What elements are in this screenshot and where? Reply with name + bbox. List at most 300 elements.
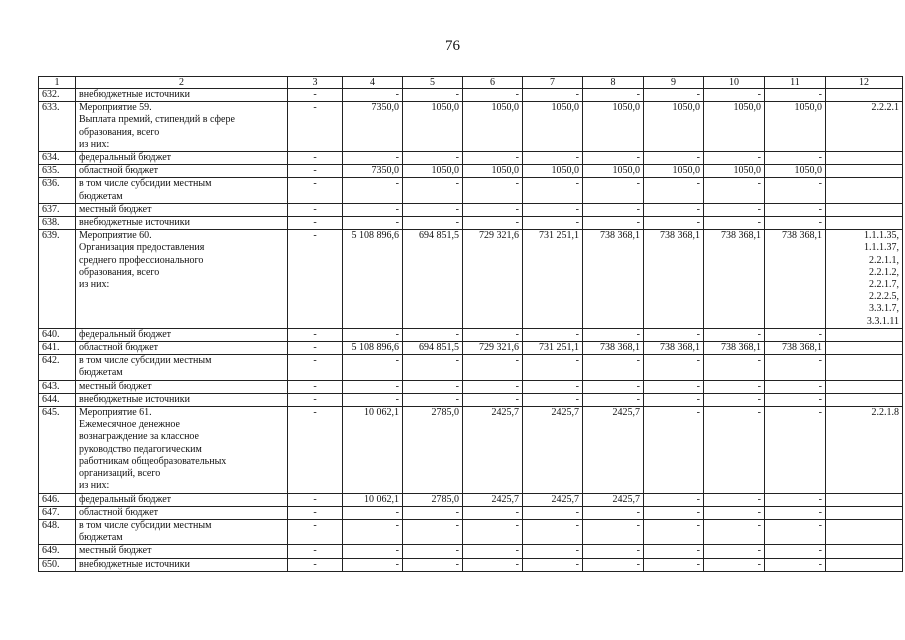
row-number: 640. xyxy=(39,328,76,341)
cell-value: 738 368,1 xyxy=(704,230,765,329)
cell-value: - xyxy=(463,506,523,519)
cell-value: - xyxy=(463,558,523,571)
cell-value: - xyxy=(463,203,523,216)
cell-value: - xyxy=(583,152,644,165)
cell-value: - xyxy=(523,355,583,380)
cell-value: 694 851,5 xyxy=(403,230,463,329)
cell-value: - xyxy=(644,380,704,393)
cell-col-3: - xyxy=(288,407,343,493)
cell-value: - xyxy=(523,506,583,519)
cell-value: - xyxy=(343,328,403,341)
row-number: 647. xyxy=(39,506,76,519)
cell-value: - xyxy=(523,217,583,230)
column-header: 7 xyxy=(523,77,583,89)
cell-value: - xyxy=(583,558,644,571)
row-name-line: местный бюджет xyxy=(79,380,152,392)
cell-value: - xyxy=(644,203,704,216)
indicator-code-line: 1.1.1.35, xyxy=(864,230,899,242)
indicator-code xyxy=(826,89,903,102)
row-number: 648. xyxy=(39,519,76,544)
indicator-code-line: 1.1.1.37, xyxy=(864,242,899,254)
cell-value: - xyxy=(403,152,463,165)
cell-col-3: - xyxy=(288,203,343,216)
cell-value: 729 321,6 xyxy=(463,230,523,329)
indicator-code-line: 3.3.1.11 xyxy=(866,315,899,327)
cell-value: - xyxy=(463,89,523,102)
indicator-code xyxy=(826,102,903,152)
table-row xyxy=(39,407,903,493)
cell-col-3: - xyxy=(288,393,343,406)
cell-value: - xyxy=(523,380,583,393)
cell-value: 738 368,1 xyxy=(583,230,644,329)
cell-value: - xyxy=(403,355,463,380)
cell-value: - xyxy=(644,355,704,380)
cell-value: - xyxy=(704,355,765,380)
indicator-code-line: 2.2.2.1 xyxy=(871,102,899,114)
cell-value: - xyxy=(644,506,704,519)
cell-value: - xyxy=(765,355,826,380)
cell-value: - xyxy=(704,493,765,506)
cell-value: - xyxy=(403,506,463,519)
cell-value: 1050,0 xyxy=(704,102,765,152)
row-number: 632. xyxy=(39,89,76,102)
table-row xyxy=(39,230,903,329)
cell-value: - xyxy=(704,380,765,393)
cell-value: - xyxy=(765,89,826,102)
cell-value: - xyxy=(583,328,644,341)
cell-value: - xyxy=(765,217,826,230)
row-name xyxy=(76,545,288,558)
indicator-code xyxy=(826,545,903,558)
row-name-line: в том числе субсидии местным xyxy=(79,519,212,531)
indicator-code-line: 2.2.2.5, xyxy=(869,291,899,303)
row-name-line: образования, всего xyxy=(79,266,160,278)
row-name-line: бюджетам xyxy=(79,190,123,202)
table-row xyxy=(39,102,903,152)
cell-value: 2425,7 xyxy=(463,407,523,493)
row-name xyxy=(76,519,288,544)
table-row xyxy=(39,558,903,571)
row-name-line: федеральный бюджет xyxy=(79,328,172,340)
row-number: 644. xyxy=(39,393,76,406)
table-row xyxy=(39,493,903,506)
cell-value: - xyxy=(583,217,644,230)
indicator-code xyxy=(826,165,903,178)
cell-value: - xyxy=(644,152,704,165)
cell-value: - xyxy=(765,380,826,393)
table-row xyxy=(39,519,903,544)
cell-value: - xyxy=(343,152,403,165)
row-number: 641. xyxy=(39,342,76,355)
cell-value: - xyxy=(583,545,644,558)
column-header: 2 xyxy=(76,77,288,89)
page-number: 76 xyxy=(445,38,460,54)
cell-col-3: - xyxy=(288,355,343,380)
indicator-code-line: 2.2.1.7, xyxy=(869,279,899,291)
cell-value: - xyxy=(343,178,403,203)
cell-value: - xyxy=(704,545,765,558)
table-row xyxy=(39,89,903,102)
cell-value: - xyxy=(343,558,403,571)
cell-value: - xyxy=(644,493,704,506)
row-name-line: областной бюджет xyxy=(79,506,159,518)
table-header-row xyxy=(39,77,903,89)
cell-value: 738 368,1 xyxy=(644,342,704,355)
row-name xyxy=(76,355,288,380)
cell-value: - xyxy=(403,328,463,341)
cell-value: 1050,0 xyxy=(463,165,523,178)
cell-value: 7350,0 xyxy=(343,165,403,178)
cell-value: 5 108 896,6 xyxy=(343,230,403,329)
cell-col-3: - xyxy=(288,506,343,519)
cell-value: 2425,7 xyxy=(583,493,644,506)
cell-value: - xyxy=(523,393,583,406)
table-row xyxy=(39,165,903,178)
row-name-line: среднего профессионального xyxy=(79,254,204,266)
cell-value: - xyxy=(523,89,583,102)
cell-value: - xyxy=(403,203,463,216)
cell-value: - xyxy=(523,178,583,203)
indicator-code-line: 2.2.1.8 xyxy=(871,407,899,419)
row-number: 639. xyxy=(39,230,76,329)
cell-value: - xyxy=(644,545,704,558)
cell-value: - xyxy=(343,89,403,102)
cell-value: 738 368,1 xyxy=(765,230,826,329)
cell-value: 1050,0 xyxy=(583,102,644,152)
cell-value: - xyxy=(523,545,583,558)
indicator-code xyxy=(826,203,903,216)
cell-value: - xyxy=(343,380,403,393)
cell-value: - xyxy=(343,393,403,406)
row-name-line: в том числе субсидии местным xyxy=(79,355,212,367)
column-header: 1 xyxy=(39,77,76,89)
column-header: 10 xyxy=(704,77,765,89)
cell-value: - xyxy=(583,89,644,102)
cell-col-3: - xyxy=(288,493,343,506)
row-name-line: руководство педагогическим xyxy=(79,443,202,455)
cell-value: - xyxy=(403,558,463,571)
row-name xyxy=(76,217,288,230)
cell-value: - xyxy=(403,217,463,230)
indicator-code xyxy=(826,152,903,165)
indicator-code xyxy=(826,217,903,230)
row-name xyxy=(76,328,288,341)
cell-value: - xyxy=(583,203,644,216)
cell-value: 1050,0 xyxy=(583,165,644,178)
cell-col-3: - xyxy=(288,558,343,571)
indicator-code-line: 2.2.1.2, xyxy=(869,266,899,278)
cell-value: 1050,0 xyxy=(644,165,704,178)
row-name xyxy=(76,393,288,406)
cell-value: - xyxy=(403,178,463,203)
row-number: 645. xyxy=(39,407,76,493)
cell-value: - xyxy=(704,393,765,406)
row-name-line: местный бюджет xyxy=(79,203,152,215)
cell-value: 1050,0 xyxy=(644,102,704,152)
cell-value: - xyxy=(765,152,826,165)
cell-value: - xyxy=(403,545,463,558)
cell-value: - xyxy=(463,217,523,230)
row-number: 637. xyxy=(39,203,76,216)
row-number: 634. xyxy=(39,152,76,165)
indicator-code xyxy=(826,230,903,329)
row-name xyxy=(76,102,288,152)
table-row xyxy=(39,342,903,355)
cell-value: - xyxy=(765,545,826,558)
cell-value: - xyxy=(704,519,765,544)
cell-value: 731 251,1 xyxy=(523,342,583,355)
row-name-line: работникам общеобразовательных xyxy=(79,455,227,467)
cell-value: - xyxy=(765,203,826,216)
row-name xyxy=(76,165,288,178)
cell-value: - xyxy=(463,328,523,341)
cell-value: 694 851,5 xyxy=(403,342,463,355)
cell-col-3: - xyxy=(288,165,343,178)
cell-value: - xyxy=(644,217,704,230)
cell-value: 10 062,1 xyxy=(343,493,403,506)
cell-value: 1050,0 xyxy=(523,165,583,178)
row-name-line: местный бюджет xyxy=(79,545,152,557)
row-name xyxy=(76,506,288,519)
row-name xyxy=(76,178,288,203)
cell-value: - xyxy=(765,519,826,544)
cell-col-3: - xyxy=(288,178,343,203)
cell-value: 7350,0 xyxy=(343,102,403,152)
table-row xyxy=(39,355,903,380)
cell-value: - xyxy=(704,178,765,203)
column-header: 8 xyxy=(583,77,644,89)
cell-value: - xyxy=(765,328,826,341)
cell-value: 1050,0 xyxy=(704,165,765,178)
cell-value: 10 062,1 xyxy=(343,407,403,493)
table-row xyxy=(39,506,903,519)
row-name-line: Мероприятие 60. xyxy=(79,230,152,242)
cell-value: 738 368,1 xyxy=(765,342,826,355)
row-number: 650. xyxy=(39,558,76,571)
row-number: 636. xyxy=(39,178,76,203)
row-name xyxy=(76,493,288,506)
cell-value: - xyxy=(463,393,523,406)
row-name-line: областной бюджет xyxy=(79,165,159,177)
row-name-line: федеральный бюджет xyxy=(79,493,172,505)
table-row xyxy=(39,217,903,230)
cell-value: - xyxy=(463,380,523,393)
row-name xyxy=(76,380,288,393)
cell-value: - xyxy=(765,558,826,571)
cell-value: - xyxy=(644,328,704,341)
cell-value: - xyxy=(765,393,826,406)
row-name-line: из них: xyxy=(79,138,110,150)
cell-value: - xyxy=(583,506,644,519)
cell-value: - xyxy=(523,152,583,165)
table-row xyxy=(39,178,903,203)
cell-value: - xyxy=(644,558,704,571)
row-name xyxy=(76,203,288,216)
cell-value: - xyxy=(523,328,583,341)
cell-col-3: - xyxy=(288,328,343,341)
cell-value: 1050,0 xyxy=(403,165,463,178)
cell-value: - xyxy=(403,380,463,393)
cell-value: - xyxy=(765,493,826,506)
row-name-line: внебюджетные источники xyxy=(79,89,190,100)
cell-value: - xyxy=(644,89,704,102)
cell-value: 1050,0 xyxy=(523,102,583,152)
indicator-code xyxy=(826,506,903,519)
row-name-line: Организация предоставления xyxy=(79,242,205,254)
row-name xyxy=(76,558,288,571)
row-name-line: Выплата премий, стипендий в сфере xyxy=(79,114,235,126)
cell-value: 2425,7 xyxy=(583,407,644,493)
cell-value: - xyxy=(403,89,463,102)
row-number: 633. xyxy=(39,102,76,152)
indicator-code xyxy=(826,342,903,355)
cell-value: - xyxy=(644,519,704,544)
row-name-line: бюджетам xyxy=(79,532,123,544)
row-name xyxy=(76,89,288,102)
row-number: 649. xyxy=(39,545,76,558)
row-number: 635. xyxy=(39,165,76,178)
cell-value: - xyxy=(403,519,463,544)
indicator-code xyxy=(826,355,903,380)
cell-value: - xyxy=(523,203,583,216)
cell-value: - xyxy=(403,393,463,406)
cell-value: - xyxy=(704,328,765,341)
cell-value: 1050,0 xyxy=(765,165,826,178)
cell-value: 2425,7 xyxy=(463,493,523,506)
row-name-line: областной бюджет xyxy=(79,342,159,354)
cell-value: - xyxy=(583,178,644,203)
row-name-line: из них: xyxy=(79,480,110,492)
cell-value: - xyxy=(343,519,403,544)
cell-value: - xyxy=(343,217,403,230)
indicator-code xyxy=(826,493,903,506)
cell-col-3: - xyxy=(288,230,343,329)
cell-value: - xyxy=(583,519,644,544)
cell-col-3: - xyxy=(288,217,343,230)
row-name-line: федеральный бюджет xyxy=(79,152,172,164)
row-name-line: бюджетам xyxy=(79,367,123,379)
cell-value: 738 368,1 xyxy=(644,230,704,329)
table-row xyxy=(39,380,903,393)
cell-value: - xyxy=(765,506,826,519)
cell-value: 5 108 896,6 xyxy=(343,342,403,355)
table-row xyxy=(39,393,903,406)
cell-col-3: - xyxy=(288,89,343,102)
row-name-line: вознаграждение за классное xyxy=(79,431,199,443)
cell-value: - xyxy=(704,89,765,102)
cell-value: 1050,0 xyxy=(765,102,826,152)
indicator-code xyxy=(826,558,903,571)
row-name-line: Ежемесячное денежное xyxy=(79,419,180,431)
indicator-code xyxy=(826,407,903,493)
column-header: 12 xyxy=(826,77,903,89)
column-header: 3 xyxy=(288,77,343,89)
cell-value: - xyxy=(523,519,583,544)
cell-value: - xyxy=(583,393,644,406)
indicator-code xyxy=(826,178,903,203)
column-header: 5 xyxy=(403,77,463,89)
cell-value: 2785,0 xyxy=(403,407,463,493)
row-number: 643. xyxy=(39,380,76,393)
cell-value: - xyxy=(463,152,523,165)
cell-value: 731 251,1 xyxy=(523,230,583,329)
cell-value: - xyxy=(704,217,765,230)
cell-value: - xyxy=(343,545,403,558)
cell-col-3: - xyxy=(288,342,343,355)
cell-value: - xyxy=(463,355,523,380)
cell-col-3: - xyxy=(288,152,343,165)
indicator-code xyxy=(826,393,903,406)
cell-value: 738 368,1 xyxy=(583,342,644,355)
cell-value: - xyxy=(583,355,644,380)
row-name-line: образования, всего xyxy=(79,126,160,138)
table-row xyxy=(39,545,903,558)
cell-value: 2425,7 xyxy=(523,493,583,506)
row-number: 646. xyxy=(39,493,76,506)
indicator-code-line: 3.3.1.7, xyxy=(869,303,899,315)
cell-value: - xyxy=(463,545,523,558)
table-row xyxy=(39,203,903,216)
row-name-line: Мероприятие 59. xyxy=(79,102,152,114)
column-header: 11 xyxy=(765,77,826,89)
cell-col-3: - xyxy=(288,380,343,393)
cell-value: - xyxy=(343,506,403,519)
row-name xyxy=(76,152,288,165)
row-name-line: внебюджетные источники xyxy=(79,558,190,570)
row-name-line: организаций, всего xyxy=(79,468,161,480)
cell-value: - xyxy=(765,407,826,493)
indicator-code-line: 2.2.1.1, xyxy=(869,254,899,266)
cell-value: - xyxy=(644,407,704,493)
cell-value: - xyxy=(583,380,644,393)
cell-value: - xyxy=(463,178,523,203)
cell-value: 729 321,6 xyxy=(463,342,523,355)
row-name xyxy=(76,342,288,355)
table-row xyxy=(39,328,903,341)
column-header: 9 xyxy=(644,77,704,89)
cell-value: - xyxy=(523,558,583,571)
table-body xyxy=(39,89,903,572)
row-name-line: внебюджетные источники xyxy=(79,217,190,229)
cell-value: 1050,0 xyxy=(403,102,463,152)
cell-value: - xyxy=(704,152,765,165)
budget-table xyxy=(38,76,903,572)
cell-value: - xyxy=(704,558,765,571)
column-header: 6 xyxy=(463,77,523,89)
row-number: 642. xyxy=(39,355,76,380)
cell-value: - xyxy=(343,203,403,216)
cell-value: - xyxy=(704,407,765,493)
table-row xyxy=(39,152,903,165)
indicator-code xyxy=(826,380,903,393)
cell-value: - xyxy=(463,519,523,544)
cell-value: - xyxy=(343,355,403,380)
row-name-line: внебюджетные источники xyxy=(79,393,190,405)
cell-value: - xyxy=(644,178,704,203)
cell-value: - xyxy=(765,178,826,203)
cell-value: - xyxy=(704,506,765,519)
column-header: 4 xyxy=(343,77,403,89)
indicator-code xyxy=(826,519,903,544)
row-name xyxy=(76,230,288,329)
cell-value: 2425,7 xyxy=(523,407,583,493)
row-name-line: из них: xyxy=(79,279,110,291)
cell-value: 738 368,1 xyxy=(704,342,765,355)
cell-col-3: - xyxy=(288,545,343,558)
row-name-line: Мероприятие 61. xyxy=(79,407,152,419)
row-name-line: в том числе субсидии местным xyxy=(79,178,212,190)
cell-col-3: - xyxy=(288,102,343,152)
